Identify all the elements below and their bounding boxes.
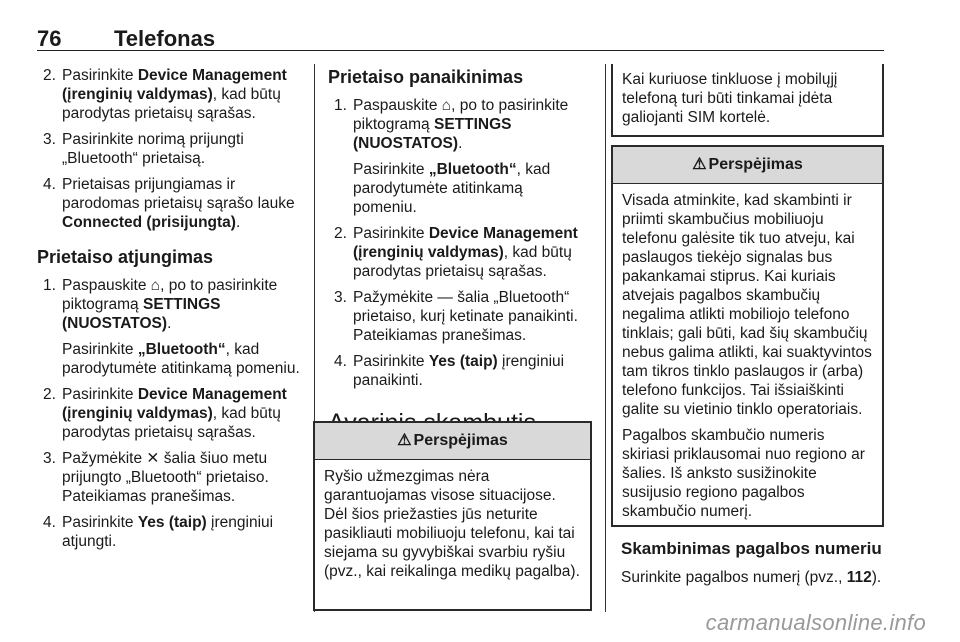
list-item: 2. Pasirinkite Device Management (įrenginių valdymas), kad būtų parodytas prietaisų sąrašas. xyxy=(43,386,287,441)
column-1 xyxy=(37,66,307,558)
column-3-bottom xyxy=(621,538,883,587)
watermark: carmanualsonline.info xyxy=(705,610,926,635)
warning-icon: ⚠ xyxy=(397,432,412,449)
list-item: 4. Pasirinkite Yes (taip) įrenginiui panaikinti. xyxy=(334,353,565,389)
warning-header: ⚠ Perspėjimas xyxy=(315,423,590,460)
paragraph: Surinkite pagalbos numerį (pvz., 112). xyxy=(621,569,882,586)
section-heading: Skambinimas pagalbos numeriu xyxy=(621,539,882,558)
home-icon: ⌂ xyxy=(441,97,452,114)
list-item: 3. Pasirinkite norimą prijungti „Bluetooth“ prietaisą. xyxy=(43,131,244,167)
section-heading: Prietaiso panaikinimas xyxy=(328,67,524,87)
list-item: 2. Pasirinkite Device Management (įrenginių valdymas), kad būtų parodytas prietaisų sąrašas. xyxy=(43,67,287,122)
list-item: 2. Pasirinkite Device Management (įrenginių valdymas), kad būtų parodytas prietaisų sąrašas. xyxy=(334,225,578,280)
list-item: 3. Pažymėkite ✕ šalia šiuo metu prijungto „Bluetooth“ prietaiso. Pateikiamas pranešimas. xyxy=(43,450,269,505)
note-text: Kai kuriuose tinkluose į mobilųjį telefoną turi būti tinkamai įdėta galiojanti SIM kortelė. xyxy=(622,71,838,126)
list-item: 3. Pažymėkite — šalia „Bluetooth“ prietaiso, kurį ketinate panaikinti. Pateikiamas pranešimas. xyxy=(334,289,578,344)
column-divider-2 xyxy=(605,64,606,612)
warning-header: ⚠ Perspėjimas xyxy=(613,147,882,184)
page-number: 76 xyxy=(37,26,62,51)
page-title: Telefonas xyxy=(114,26,216,51)
warning-box xyxy=(611,145,884,527)
list-item: 1. Paspauskite ⌂, po to pasirinkite piktogramą SETTINGS (NUOSTATOS). Pasirinkite „Bluetooth“, kad parodytumėte atitinkamą pomeniu. xyxy=(43,277,300,377)
page-header xyxy=(37,24,884,51)
column-2 xyxy=(328,66,590,438)
warning-box xyxy=(313,421,592,611)
list-item: 4. Prietaisas prijungiamas ir parodomas prietaisų sąrašo lauke Connected (prisijungta). xyxy=(43,176,295,231)
warning-text: Ryšio užmezgimas nėra garantuojamas visose situacijose. Dėl šios priežasties jūs neturite pasikliauti mobiliuoju telefonu, kai tai siejama su gyvybiškai svarbiu ryšiu (pvz., kai reikalinga medikų pagalba). xyxy=(324,468,580,580)
warning-text: Visada atminkite, kad skambinti ir priimti skambučius mobiliuoju telefonu galėsite tik tuo atveju, kai paslaugos tiekėjo signalas bus pakankamai stiprus. Kai kuriais atvejais pagalbos skambučių negalima atlikti mobiliojo telefono tinklais; gali būti, kad šių skambučių nebus galima atlikti, kai suaktyvintos tam tikros tinklo paslaugos ir (arba) telefono funkcijos. Tai išsiaiškinti galite su vietinio tinklo operatoriais. Pagalbos skambučio numeris skiriasi priklausomai nuo regiono ar šalies. Iš anksto susižinokite susijusio regiono pagalbos skambučio numerį. xyxy=(622,192,872,520)
list-item: 4. Pasirinkite Yes (taip) įrenginiui atjungti. xyxy=(43,514,274,550)
minus-icon: — xyxy=(437,289,453,306)
home-icon: ⌂ xyxy=(150,277,161,294)
close-icon: ✕ xyxy=(146,450,160,467)
note-box xyxy=(611,64,884,137)
warning-icon: ⚠ xyxy=(692,156,707,173)
list-item: 1. Paspauskite ⌂, po to pasirinkite piktogramą SETTINGS (NUOSTATOS). Pasirinkite „Bluetooth“, kad parodytumėte atitinkamą pomeniu. xyxy=(334,97,569,216)
section-heading: Prietaiso atjungimas xyxy=(37,247,214,267)
